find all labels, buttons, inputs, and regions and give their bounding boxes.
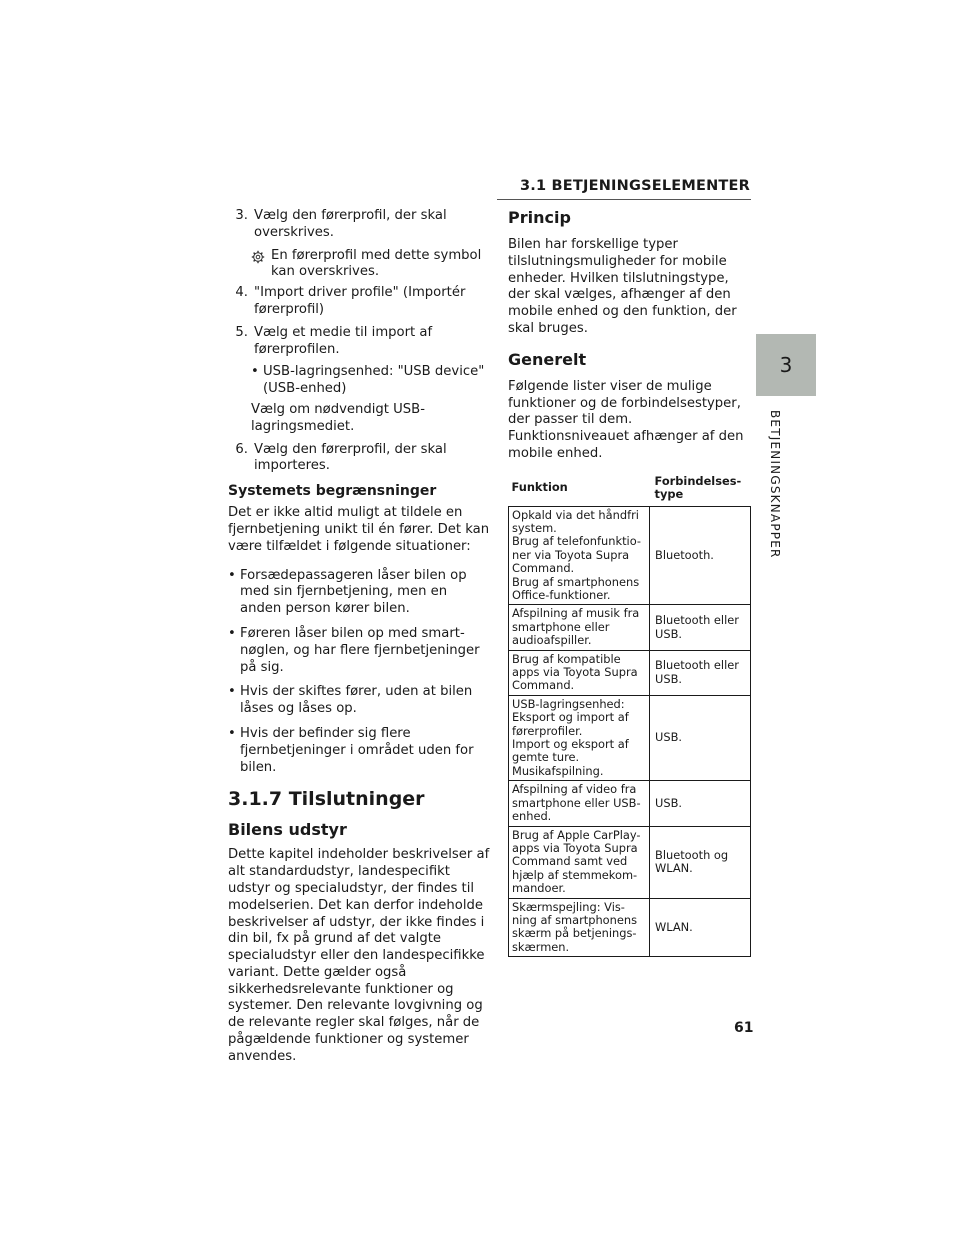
limit-item: [228, 726, 490, 776]
section-heading: 3.1.7 Tilslutninger: [228, 788, 425, 811]
step-4: [228, 285, 490, 319]
table-row: [509, 695, 751, 780]
table-header-row: [509, 471, 751, 506]
cell-connection: Bluetooth og WLAN.: [650, 826, 751, 898]
table-row: [509, 605, 751, 650]
step-text: "Import driver profile" (Importér førerprofil): [254, 285, 466, 317]
chapter-tab: [756, 334, 816, 396]
limit-text: Hvis der skiftes fører, uden at bilen låses og låses op.: [240, 684, 473, 717]
cell-connection: Bluetooth eller USB.: [650, 605, 751, 650]
cell-function: Brug af Apple CarPlay- apps via Toyota Supra Command samt ved hjælp af stemmekom- mandoer.: [509, 826, 650, 898]
bullet-dot: •: [251, 364, 259, 380]
column-header-function: Funktion: [509, 471, 650, 506]
cell-function: Opkald via det håndfri system. Brug af telefonfunktio- ner via Toyota Supra Command. Brug af smartphonens Office-funktioner.: [509, 506, 650, 605]
note-text: En førerprofil med dette symbol kan overskrives.: [271, 247, 482, 280]
equipment-heading: Bilens udstyr: [228, 820, 347, 840]
bullet-dot: •: [228, 625, 236, 641]
equipment-text: Dette kapitel indeholder beskrivelser af alt standardudstyr, landespecifikt udstyr og specialudstyr, der findes til modelserien. Det kan derfor indeholde beskrivelser af udstyr, der ikke findes i din bil, fx på grund af det valgte specialudstyr eller den landespecifikke variant. Dette gælder også sikkerhedsrelevante funktioner og systemer. Den relevante lovgivning og de relevante regler skal følges, når de pågældende funktioner og systemer anvendes.: [228, 847, 490, 1064]
cell-function: Afspilning af musik fra smartphone eller audioafspiller.: [509, 605, 650, 650]
limit-item: [228, 684, 490, 718]
cell-function: Skærmspejling: Vis- ning af smartphonens skærm på betjenings- skærmen.: [509, 898, 650, 957]
step-text: Vælg et medie til import af førerprofilen.: [254, 324, 433, 357]
limit-item: [228, 568, 490, 618]
limit-text: Forsædepassageren låser bilen op med sin fjernbetjening, men en anden person kører bilen.: [240, 567, 467, 617]
limit-text: Føreren låser bilen op med smart-nøglen, og har flere fjernbetjeninger på sig.: [240, 625, 480, 675]
cell-function: USB-lagringsenhed: Eksport og import af førerprofiler. Import og eksport af gemte ture. Musikafspilning.: [509, 695, 650, 780]
principle-text: Bilen har forskellige typer tilslutningsmuligheder for mobile enheder. Hvilken tilslutningstype, der skal vælges, afhænger af den mobile enhed og den funktion, der skal bruges.: [508, 237, 737, 336]
bullet-dot: •: [228, 567, 236, 583]
principle-heading: Princip: [508, 208, 571, 227]
step-5: [228, 325, 490, 359]
step-6: [228, 442, 490, 476]
table-row: [509, 506, 751, 605]
cell-connection: Bluetooth eller USB.: [650, 650, 751, 695]
step-3: [228, 208, 490, 242]
step-number: 5.: [235, 324, 248, 340]
table-row: [509, 650, 751, 695]
table-row: [509, 826, 751, 898]
cell-connection: USB.: [650, 781, 751, 826]
cell-connection: WLAN.: [650, 898, 751, 957]
general-heading: Generelt: [508, 349, 587, 369]
connection-table: [508, 471, 751, 957]
usb-note: Vælg om nødvendigt USB-lagringsmediet.: [251, 401, 425, 434]
limit-text: Hvis der befinder sig flere fjernbetjeninger i området uden for bilen.: [240, 725, 474, 775]
cell-function: Afspilning af video fra smartphone eller USB- enhed.: [509, 781, 650, 826]
cell-connection: Bluetooth.: [650, 506, 751, 605]
usb-bullet: [228, 364, 490, 398]
step-number: 4.: [235, 285, 248, 301]
step-text: Vælg den førerprofil, der skal importeres.: [254, 441, 447, 474]
left-column: [228, 208, 490, 1066]
bullet-text: USB-lagringsenhed: "USB device" (USB-enhed): [263, 364, 485, 397]
chapter-label: BETJENINGSKNAPPER: [768, 410, 782, 559]
chapter-number: 3: [779, 353, 793, 377]
table-row: [509, 781, 751, 826]
bullet-dot: •: [228, 684, 236, 700]
step-text: Vælg den førerprofil, der skal overskrives.: [254, 208, 447, 240]
symbol-note: [228, 248, 490, 282]
gear-icon: [251, 250, 265, 264]
general-text: Følgende lister viser de mulige funktioner og de forbindelsestyper, der passer til dem. Funktionsniveauet afhænger af den mobile enhed.: [508, 378, 744, 461]
bullet-dot: •: [228, 725, 236, 741]
cell-connection: USB.: [650, 695, 751, 780]
limit-item: [228, 626, 490, 676]
header-rule: [497, 199, 751, 200]
page-number: 61: [734, 1020, 754, 1036]
step-number: 3.: [235, 208, 248, 223]
limits-heading: Systemets begrænsninger: [228, 483, 437, 500]
table-row: [509, 898, 751, 957]
cell-function: Brug af kompatible apps via Toyota Supra Command.: [509, 650, 650, 695]
page-header-title: 3.1 BETJENINGSELEMENTER: [520, 178, 750, 194]
limits-intro: Det er ikke altid muligt at tildele en fjernbetjening unikt til én fører. Det kan være tilfældet i følgende situationer:: [228, 505, 490, 554]
right-column: [508, 208, 752, 957]
column-header-connection: Forbindelses- type: [650, 471, 751, 506]
step-number: 6.: [235, 441, 248, 457]
